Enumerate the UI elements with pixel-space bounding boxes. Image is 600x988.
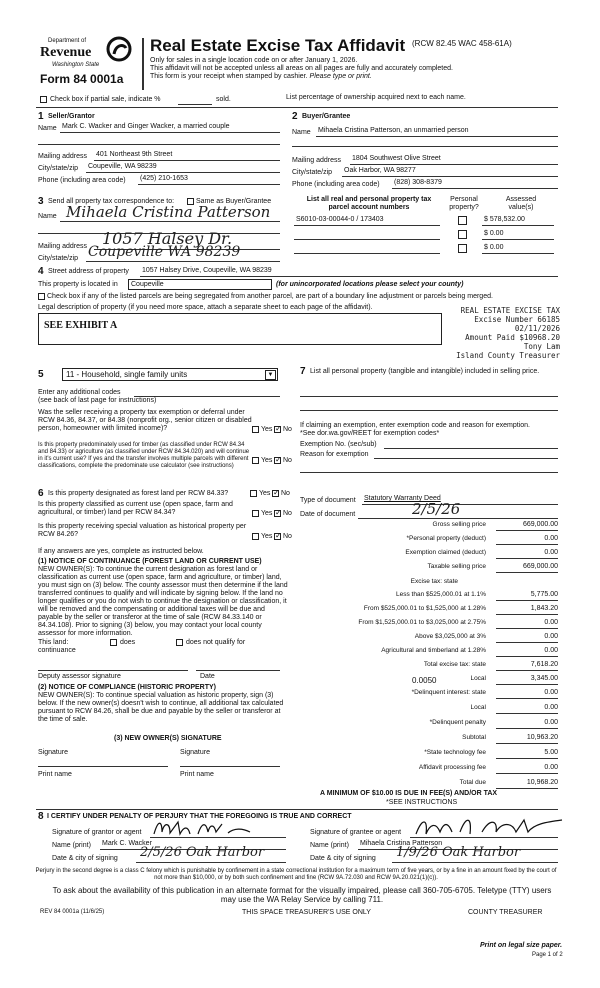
buyer-num: 2	[292, 111, 298, 122]
continuance-body: NEW OWNER(S): To continue the current designation as forest land or classification as current use (open space, farm and agriculture, or timber) land, you must sign on (3) below. The county assessor must then determine if the land transferred continues to qualify and will indicate by signing below. If the land no longer qualifies or you do not wish to continue the designation or classification, it will be removed and the compensating or additional taxes will be due and payable by the seller or transferor at the time of sale (RCW 84.33.140 or 84.34.108). Prior to signing (3) below, you may contact your local county assessor for more information.	[38, 566, 288, 637]
compliance-body: NEW OWNER(S): To continue special valuation as historic property, sign (3) below. If the new owner(s) doesn't wish to continue, all additional tax calculated pursuant to RCW 84.26, shall be due and payable by the seller or transferor at the time of sale.	[38, 692, 284, 723]
street-label: Street address of property	[48, 268, 129, 275]
partial-sold-label: sold.	[216, 96, 231, 103]
section6-q1: Is this property designated as forest land per RCW 84.33?	[48, 490, 229, 497]
perjury-statement: Perjury in the second degree is a class C felony which is punishable by confinement in a state correctional institution for a maximum term of five years, or by a fine in an amount fixed by the court of not more than $10,000, or by both such confinement and fine (RCW 9A.72.030 and RCW 9A.20.021(1)(c)).	[35, 868, 557, 881]
partial-sale-checkbox[interactable]	[40, 96, 47, 103]
treasurer-use-label: THIS SPACE TREASURER'S USE ONLY	[242, 909, 371, 916]
calc-label: *State technology fee	[424, 749, 486, 756]
personal-property-checkbox-3[interactable]	[458, 244, 467, 253]
grantee-name-label: Name (print)	[310, 842, 349, 849]
calc-label: Total excise tax: state	[423, 661, 486, 668]
calc-value[interactable]: 5.00	[496, 748, 558, 759]
calc-value[interactable]: 7,618.20	[496, 660, 558, 671]
seller-name-line-2	[38, 144, 280, 145]
calc-row	[300, 778, 558, 789]
calc-label: *Delinquent penalty	[429, 719, 486, 726]
current-use-no-label: No	[283, 510, 292, 517]
calc-row	[300, 646, 558, 657]
calc-value[interactable]: 0.00	[496, 703, 558, 714]
personal-property-line-2[interactable]	[300, 410, 558, 411]
revenue-swirl-icon	[106, 36, 132, 62]
street-line	[140, 276, 558, 277]
seller-name-label: Name	[38, 125, 57, 132]
calc-row	[300, 660, 558, 671]
located-label: This property is located in	[38, 281, 118, 288]
calc-value[interactable]: 669,000.00	[496, 562, 558, 573]
street-value[interactable]: 1057 Halsey Drive, Coupeville, WA 98239	[142, 267, 272, 274]
buyer-mailing-label: Mailing address	[292, 157, 342, 164]
exemption-number-line[interactable]	[384, 448, 558, 449]
section3-name-value[interactable]: Mihaela Cristina Patterson	[66, 203, 271, 221]
calc-label: From $525,000.01 to $1,525,000 at 1.28%	[363, 605, 486, 612]
forest-no-checkbox[interactable]	[272, 490, 279, 497]
doc-type-value[interactable]: Statutory Warranty Deed	[364, 495, 441, 502]
owner-signature-label-2: Signature	[180, 749, 210, 756]
new-owner-signature-title: (3) NEW OWNER(S) SIGNATURE	[114, 735, 222, 742]
calc-row	[300, 733, 558, 744]
header-divider	[142, 38, 144, 90]
buyer-heading: Buyer/Grantee	[302, 113, 351, 120]
dept-line: Department of	[48, 38, 87, 44]
additional-codes-label: Enter any additional codes	[38, 389, 121, 396]
grantee-signature-label: Signature of grantee or agent	[310, 829, 402, 836]
owner-print-label-2: Print name	[180, 771, 214, 778]
section3-num: 3	[38, 196, 44, 207]
section3-mailing-label: Mailing address	[38, 243, 88, 250]
section5-num: 5	[38, 369, 44, 380]
parcel-header-assessed: Assessed value(s)	[505, 196, 537, 211]
form-number: Form 84 0001a	[40, 72, 124, 86]
deputy-signature-line[interactable]	[38, 670, 188, 671]
revision-label: REV 84 0001a (11/6/25)	[40, 909, 105, 915]
seller-mailing-line	[94, 160, 280, 161]
q2-no-checkbox[interactable]	[274, 457, 281, 464]
buyer-name-line-2	[292, 146, 558, 147]
stamp-line-2: Excise Number 66185	[474, 315, 560, 324]
doc-date-line	[358, 518, 558, 519]
calc-row	[300, 632, 558, 643]
rcw-reference: (RCW 82.45 WAC 458-61A)	[412, 39, 512, 48]
parcel-header-list: List all real and personal property tax parcel account numbers	[306, 196, 432, 211]
section3-city-value[interactable]: Coupeville WA 98239	[88, 244, 241, 260]
historic-yes-checkbox[interactable]	[252, 533, 259, 540]
unincorporated-note: (for unincorporated locations please select your county)	[276, 281, 464, 288]
historic-yes-label: Yes	[261, 533, 273, 540]
page-number: Page 1 of 2	[532, 952, 563, 958]
grantor-signature-label: Signature of grantor or agent	[52, 829, 142, 836]
legal-description-value: SEE EXHIBIT A	[44, 320, 118, 331]
seller-city-line	[86, 172, 280, 173]
owner-signature-line-2[interactable]	[180, 766, 280, 767]
buyer-name-line	[316, 136, 558, 137]
section6-q2: Is this property classified as current use (open space, farm and agricultural, or timber) land per RCW 84.34?	[38, 501, 233, 516]
section3-label: Send all property tax correspondence to:	[48, 198, 175, 205]
buyer-phone-label: Phone (including area code)	[292, 181, 380, 188]
exemption-number-label: Exemption No. (sec/sub)	[300, 441, 377, 448]
parcel-line-1	[294, 225, 440, 226]
buyer-name-value[interactable]: Mihaela Cristina Patterson, an unmarried person	[318, 127, 469, 134]
exemption-instructions: If claiming an exemption, enter exemption code and reason for exemption. *See dor.wa.gov/REET for exemption codes*	[300, 422, 530, 437]
calc-label: Affidavit processing fee	[418, 764, 486, 771]
minimum-note: A MINIMUM OF $10.00 IS DUE IN FEE(S) AND/OR TAX	[320, 790, 498, 797]
calc-value[interactable]: 0.00	[496, 646, 558, 657]
section7-num: 7	[300, 366, 306, 377]
deputy-signature-label: Deputy assessor signature	[38, 673, 121, 680]
q1-yes-label: Yes	[261, 426, 273, 433]
header-note-3-text: This form is your receipt when stamped by cashier.	[150, 73, 308, 80]
buyer-city-value[interactable]: Oak Harbor, WA 98277	[344, 167, 416, 174]
calc-label: Less than $525,000.01 at 1.1%	[396, 591, 486, 598]
q2-yes-label: Yes	[261, 457, 273, 464]
calc-row	[300, 688, 558, 699]
calc-label: Above $3,025,000 at 3%	[414, 633, 486, 640]
section3-name-label: Name	[38, 213, 57, 220]
assessed-value-1[interactable]: $ 578,532.00	[484, 216, 525, 223]
calc-value[interactable]: 0.00	[496, 618, 558, 629]
additional-codes-note: (see back of last page for instructions)	[38, 397, 157, 404]
calc-row	[300, 604, 558, 615]
calc-label: *Personal property (deduct)	[406, 535, 486, 542]
calc-row	[300, 520, 558, 531]
calc-value[interactable]: 1,843.20	[496, 604, 558, 615]
calc-row	[300, 618, 558, 629]
personal-property-line-1[interactable]	[300, 396, 558, 397]
page-title: Real Estate Excise Tax Affidavit	[150, 36, 406, 55]
seller-phone-value[interactable]: (425) 210-1653	[140, 175, 188, 182]
assessed-line-3	[482, 253, 554, 254]
calc-label: Agricultural and timberland at 1.28%	[381, 647, 486, 654]
seller-phone-line	[138, 184, 280, 185]
dropdown-arrow-icon[interactable]: ▼	[265, 370, 276, 380]
owner-signature-line-1[interactable]	[38, 766, 168, 767]
doc-date-value[interactable]: 2/5/26	[412, 500, 461, 518]
calc-row	[300, 562, 558, 573]
land-does-not-label: does not qualify for	[186, 639, 246, 646]
grantee-signature-line[interactable]	[410, 837, 558, 838]
partial-sale-label: Check box if partial sale, indicate %	[50, 96, 161, 103]
land-does-checkbox[interactable]	[110, 639, 117, 646]
see-instructions: *SEE INSTRUCTIONS	[386, 799, 458, 806]
land-use-select[interactable]	[62, 368, 278, 381]
exemption-reason-line[interactable]	[374, 458, 558, 459]
personal-property-checkbox-2[interactable]	[458, 230, 467, 239]
exemption-reason-label: Reason for exemption	[300, 451, 369, 458]
forest-no-label: No	[281, 490, 290, 497]
dept-sub: Washington State	[52, 62, 100, 68]
grantee-date-label: Date & city of signing	[310, 855, 376, 862]
assessed-line-2	[482, 239, 554, 240]
calc-value[interactable]: 0.00	[496, 763, 558, 774]
seller-phone-label: Phone (including area code)	[38, 177, 126, 184]
q1-yes-checkbox[interactable]	[252, 426, 259, 433]
q2-yes-checkbox[interactable]	[252, 457, 259, 464]
stamp-line-1: REAL ESTATE EXCISE TAX	[460, 306, 560, 315]
calc-label: Local	[470, 704, 486, 711]
calc-label: Total due	[459, 779, 486, 786]
land-does-label: does	[120, 639, 136, 646]
calc-row	[300, 534, 558, 545]
seller-city-value[interactable]: Coupeville, WA 98239	[88, 163, 157, 170]
section8-num: 8	[38, 811, 44, 822]
grantor-signature-icon	[150, 818, 270, 838]
grantor-date-label: Date & city of signing	[52, 855, 118, 862]
seller-mailing-label: Mailing address	[38, 153, 88, 160]
section3-name-line	[60, 221, 280, 222]
buyer-city-line	[342, 176, 558, 177]
calc-row	[300, 748, 558, 759]
section8-top-rule	[36, 809, 558, 810]
buyer-phone-line	[392, 188, 558, 189]
q2-no-label: No	[283, 457, 292, 464]
exemption-reason-line-2[interactable]	[300, 472, 558, 473]
land-use-value: 11 - Household, single family units	[66, 370, 188, 379]
assessed-line-1	[482, 225, 554, 226]
assessed-value-2[interactable]: $ 0.00	[484, 230, 504, 237]
current-use-no-checkbox[interactable]	[274, 510, 281, 517]
ownership-note: List percentage of ownership acquired next to each name.	[286, 94, 466, 101]
legal-paper-note: Print on legal size paper.	[480, 942, 563, 949]
calc-label: Local	[470, 675, 486, 682]
header-note-3-print: Please type or print.	[309, 73, 372, 80]
calc-label: Gross selling price	[432, 521, 486, 528]
section5-q2: Is this property predominately used for timber (as classified under RCW 84.34 and 84.33) or agriculture (as classified under RCW 84.34.020) and will continue in it's current use? If yes and the transfer involves multiple parcels with different classifications, complete the predominate use calculator (see instructions)	[38, 442, 250, 469]
grantor-name-label: Name (print)	[52, 842, 91, 849]
continuance-label: continuance	[38, 647, 76, 654]
section5-q1: Was the seller receiving a property tax exemption or deferral under RCW 84.36, 84.37, or 84.38 (nonprofit org., senior citizen or disabled person, homeowner with limited income)?	[38, 409, 252, 432]
calc-row	[300, 577, 558, 588]
calc-value[interactable]: 0.00	[496, 688, 558, 699]
calc-value[interactable]: 0.00	[496, 718, 558, 729]
current-use-yes-label: Yes	[261, 510, 273, 517]
calc-value[interactable]: 0.00	[496, 632, 558, 643]
assessed-value-3[interactable]: $ 0.00	[484, 244, 504, 251]
buyer-mailing-value[interactable]: 1804 Southwest Olive Street	[352, 155, 441, 162]
local-rate: 0.0050	[412, 676, 437, 685]
seller-city-label: City/state/zip	[38, 165, 79, 172]
same-as-buyer-label: Same as Buyer/Grantee	[196, 198, 272, 205]
legal-description-label: Legal description of property (if you need more space, attach a separate sheet to each page of the affidavit).	[38, 304, 373, 311]
calc-value[interactable]: 3,345.00	[496, 674, 558, 685]
seller-name-line	[60, 132, 280, 133]
calc-label: Excise tax: state	[410, 578, 458, 585]
section3-city-line	[86, 261, 280, 262]
section4-num: 4	[38, 266, 44, 277]
calc-row	[300, 548, 558, 559]
parcel-number-1[interactable]: S6010-03-00044-0 / 173403	[296, 216, 384, 223]
calc-value[interactable]: 0.00	[496, 548, 558, 559]
grantor-name-value[interactable]: Mark C. Wacker	[102, 840, 152, 847]
current-use-yes-checkbox[interactable]	[252, 510, 259, 517]
q1-no-checkbox[interactable]	[274, 426, 281, 433]
calc-row	[300, 674, 558, 685]
section6-num: 6	[38, 488, 44, 499]
grantee-date-line	[392, 862, 558, 863]
buyer-mailing-line	[350, 164, 558, 165]
doc-type-label: Type of document	[300, 497, 356, 504]
grantee-date-value[interactable]: 1/9/26 Oak Harbor	[396, 845, 521, 860]
section6-note: If any answers are yes, complete as instructed below.	[38, 548, 204, 555]
calc-value[interactable]: 10,968.20	[496, 778, 558, 789]
treasurer-stamp	[420, 306, 560, 360]
grantor-signature-line[interactable]	[150, 837, 286, 838]
q1-no-label: No	[283, 426, 292, 433]
calc-value[interactable]: 5,775.00	[496, 590, 558, 601]
historic-no-label: No	[283, 533, 292, 540]
calc-row	[300, 703, 558, 714]
stamp-line-3: 02/11/2026	[514, 324, 560, 333]
header-note-3	[150, 73, 372, 81]
calc-label: Exemption claimed (deduct)	[405, 549, 486, 556]
owner-signature-label-1: Signature	[38, 749, 68, 756]
stamp-line-6: Island County Treasurer	[456, 351, 560, 360]
seller-num: 1	[38, 111, 44, 122]
land-does-not-checkbox[interactable]	[176, 639, 183, 646]
grantor-date-line	[136, 862, 286, 863]
buyer-phone-value[interactable]: (828) 308-8379	[394, 179, 442, 186]
deputy-date-label: Date	[200, 673, 215, 680]
section3-city-label: City/state/zip	[38, 255, 79, 262]
section3-mailing-value[interactable]: 1057 Halsey Dr.	[102, 229, 233, 248]
calc-row	[300, 763, 558, 774]
header-note-1: Only for sales in a single location code on or after January 1, 2026.	[150, 57, 358, 64]
seller-heading: Seller/Grantor	[48, 113, 95, 120]
forest-yes-checkbox[interactable]	[250, 490, 257, 497]
forest-yes-label: Yes	[259, 490, 271, 497]
personal-property-checkbox-1[interactable]	[458, 216, 467, 225]
parcel-line-3	[294, 253, 440, 254]
alt-format-notice: To ask about the availability of this publication in an alternate format for the visually impaired, please call 360-705-6705. Teletype (TTY) users may use the WA Relay Service by calling 711.	[52, 886, 552, 904]
seller-mailing-value[interactable]: 401 Northeast 9th Street	[96, 151, 173, 158]
calc-label: *Delinquent interest: state	[411, 689, 486, 696]
this-land-label: This land:	[38, 639, 69, 646]
certify-statement: I CERTIFY UNDER PENALTY OF PERJURY THAT THE FOREGOING IS TRUE AND CORRECT	[47, 813, 352, 820]
section6-q3: Is this property receiving special valuation as historical property per RCW 84.26?	[38, 523, 247, 538]
owner-print-label-1: Print name	[38, 771, 72, 778]
dept-name: Revenue	[40, 45, 92, 60]
calc-row	[300, 718, 558, 729]
partial-percent-field[interactable]	[178, 104, 212, 105]
calc-label: From $1,525,000.01 to $3,025,000 at 2.75%	[358, 619, 486, 626]
grantor-date-value[interactable]: 2/5/26 Oak Harbor	[140, 845, 265, 860]
calc-value[interactable]: 0.00	[496, 534, 558, 545]
county-treasurer-label: COUNTY TREASURER	[468, 909, 543, 916]
located-select[interactable]: Coupeville	[128, 279, 272, 290]
buyer-name-label: Name	[292, 129, 311, 136]
grantee-name-value[interactable]: Mihaela Cristina Patterson	[360, 840, 443, 847]
seller-name-value[interactable]: Mark C. Wacker and Ginger Wacker, a married couple	[62, 123, 230, 130]
header-note-2: This affidavit will not be accepted unless all areas on all pages are fully and accurately completed.	[150, 65, 453, 72]
historic-no-checkbox[interactable]	[274, 533, 281, 540]
section7-label: List all personal property (tangible and intangible) included in selling price.	[310, 368, 540, 375]
stamp-line-4: Amount Paid $10968.20	[465, 333, 560, 342]
calc-value[interactable]: 10,963.20	[496, 733, 558, 744]
calc-value[interactable]: 669,000.00	[496, 520, 558, 531]
continuance-title: (1) NOTICE OF CONTINUANCE (FOREST LAND OR CURRENT USE)	[38, 558, 262, 565]
segregated-checkbox[interactable]	[38, 293, 45, 300]
stamp-line-5: Tony Lam	[523, 342, 560, 351]
buyer-city-label: City/state/zip	[292, 169, 333, 176]
doc-date-label: Date of document	[300, 511, 356, 518]
calc-label: Taxable selling price	[427, 563, 486, 570]
segregated-label: Check box if any of the listed parcels are being segregated from another parcel, are part of a boundary line adjustment or parcels being merged.	[47, 293, 493, 300]
header-rule	[36, 107, 558, 108]
compliance-title: (2) NOTICE OF COMPLIANCE (HISTORIC PROPERTY)	[38, 684, 216, 691]
parcel-line-2	[294, 239, 440, 240]
calc-label: Subtotal	[462, 734, 486, 741]
parcel-header-personal: Personal property?	[449, 196, 479, 211]
calc-row	[300, 590, 558, 601]
deputy-date-line[interactable]	[196, 670, 280, 671]
